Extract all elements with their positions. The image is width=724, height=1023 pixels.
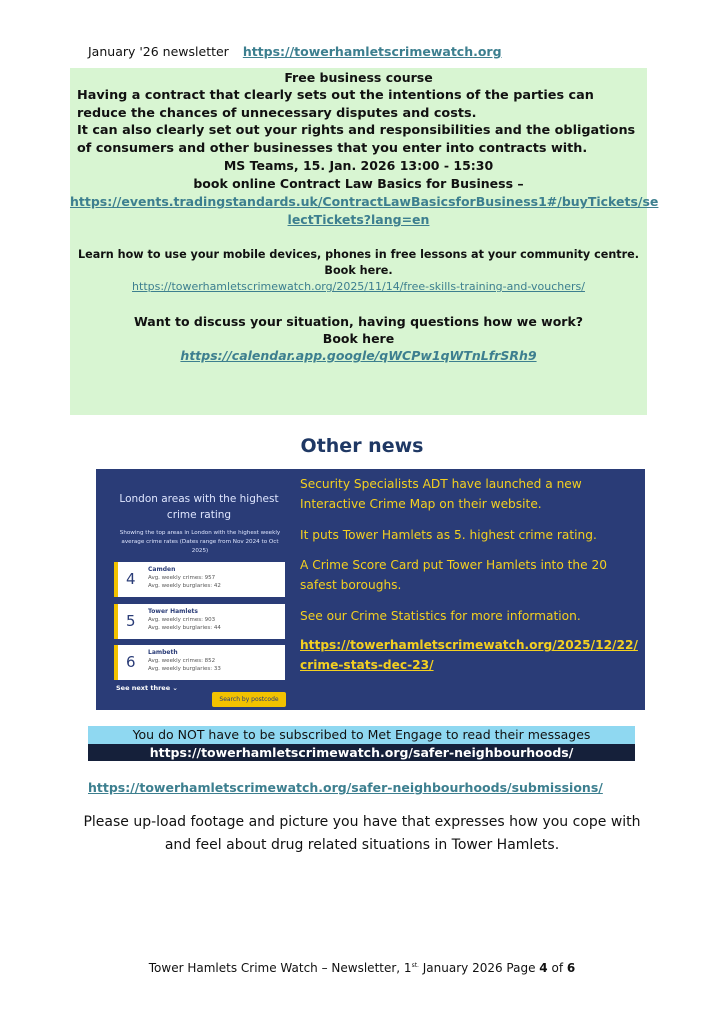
page-footer (0, 961, 724, 975)
upload-request-text: Please up-load footage and picture you have that expresses how you cope with and feel about drug related situations in Tower Hamlets. (83, 814, 641, 853)
page-number: 4 (539, 961, 548, 975)
crime-stats-link[interactable] (300, 635, 640, 675)
rank-number: 6 (126, 653, 136, 671)
safer-neighbourhoods-link[interactable]: https://towerhamletscrimewatch.org/safer-neighbourhoods/ (88, 744, 635, 761)
crime-stats-text: See our Crime Statistics for more information. (300, 609, 581, 623)
rank-crimes: Avg. weekly crimes: 903 (148, 617, 216, 623)
discuss-book-label: Book here (322, 331, 395, 346)
rank-crimes: Avg. weekly crimes: 852 (148, 658, 216, 664)
adt-map-text: Security Specialists ADT have launched a new Interactive Crime Map on their website. (300, 477, 582, 511)
crime-map-subtitle: Showing the top areas in London with the highest weekly average crime rates (Dates range from Nov 2024 to Oct 2025) (119, 530, 281, 554)
mobile-lessons-link[interactable]: https://towerhamletscrimewatch.org/2025/11/14/free-skills-training-and-vouchers/ (132, 280, 585, 293)
footer-date: January 2026 Page (418, 961, 540, 975)
business-course-box (70, 68, 659, 415)
course-rights: It can also clearly set out your rights and responsibilities and the obligations of consumers and other businesses that you enter into contracts with. (77, 123, 636, 156)
mobile-lessons-text: Learn how to use your mobile devices, phones in free lessons at your community centre. (78, 248, 639, 261)
crime-map-card (104, 477, 294, 704)
news-panel (96, 469, 645, 710)
rank-area: Camden (148, 566, 176, 573)
course-booking-link[interactable]: https://events.tradingstandards.uk/ContractLawBasicsforBusiness1#/buyTickets/se (70, 194, 659, 209)
see-next-label: See next three (116, 684, 171, 692)
course-title: Free business course (284, 70, 433, 85)
rank-crimes: Avg. weekly crimes: 957 (148, 575, 216, 581)
ranking-text: It puts Tower Hamlets as 5. highest crime rating. (300, 528, 597, 542)
rank-card (114, 645, 285, 680)
footer-sup: st. (411, 962, 419, 969)
course-booking-link-cont[interactable]: lectTickets?lang=en (287, 212, 430, 227)
other-news-heading: Other news (300, 435, 424, 457)
crime-stats-link-line2[interactable]: crime-stats-dec-23/ (300, 658, 434, 672)
newsletter-label: January '26 newsletter (88, 44, 229, 59)
rank-number: 4 (126, 570, 136, 588)
rank-area: Tower Hamlets (148, 608, 198, 615)
calendar-link[interactable]: https://calendar.app.google/qWCPw1qWTnLfrSRh9 (180, 348, 537, 363)
course-session: MS Teams, 15. Jan. 2026 13:00 - 15:30 (223, 158, 494, 173)
rank-card (114, 604, 285, 639)
footer-title: Tower Hamlets Crime Watch – Newsletter, 1 (148, 961, 412, 975)
rank-burglaries: Avg. weekly burglaries: 42 (148, 583, 221, 589)
chevron-down-icon: ⌄ (172, 684, 178, 692)
footer-of: of (547, 961, 567, 975)
page-header (88, 44, 502, 59)
rank-card (114, 562, 285, 597)
rank-number: 5 (126, 612, 136, 630)
course-book-line: book online Contract Law Basics for Business – (193, 176, 524, 191)
rank-burglaries: Avg. weekly burglaries: 44 (148, 625, 221, 631)
rank-burglaries: Avg. weekly burglaries: 33 (148, 666, 221, 672)
crime-map-title: London areas with the highest crime rating (119, 493, 279, 521)
score-card-text: A Crime Score Card put Tower Hamlets into the 20 safest boroughs. (300, 558, 608, 592)
page-total: 6 (566, 961, 576, 975)
crime-stats-link-line1[interactable]: https://towerhamletscrimewatch.org/2025/12/22/ (300, 638, 638, 652)
met-engage-notice: You do NOT have to be subscribed to Met Engage to read their messages (88, 726, 635, 744)
site-link[interactable]: https://towerhamletscrimewatch.org (242, 44, 502, 59)
submissions-link[interactable]: https://towerhamletscrimewatch.org/safer-neighbourhoods/submissions/ (88, 780, 603, 795)
mobile-book-label: Book here. (324, 264, 393, 277)
rank-area: Lambeth (148, 649, 178, 656)
search-by-postcode-button[interactable]: Search by postcode (212, 692, 286, 707)
course-intro: Having a contract that clearly sets out the intentions of the parties can reduce the chances of unnecessary disputes and costs. (77, 88, 594, 121)
see-next-button[interactable] (116, 684, 178, 692)
discuss-text: Want to discuss your situation, having questions how we work? (133, 314, 584, 329)
